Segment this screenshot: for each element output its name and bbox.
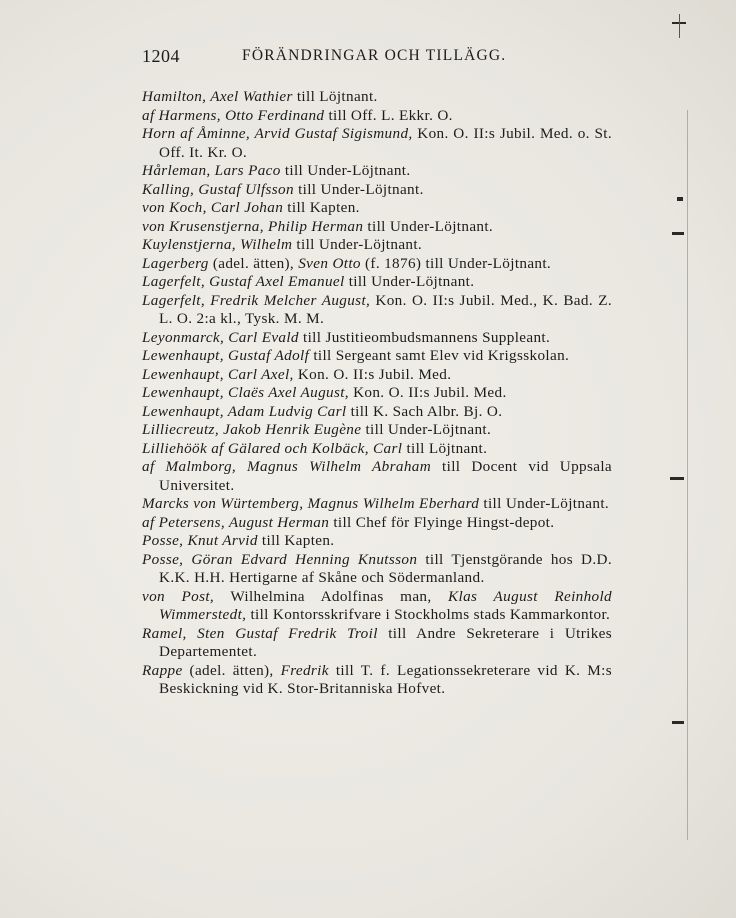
list-item — [142, 88, 612, 107]
entry-name: Horn af Åminne, Arvid Gustaf Sigismund, — [142, 125, 413, 142]
entry-text: Kon. O. II:s Jubil. Med. — [348, 384, 507, 401]
entry-name: von Koch, Carl Johan — [142, 199, 284, 216]
list-item — [142, 236, 612, 255]
entry-name: af Harmens, Otto Ferdinand — [142, 106, 325, 124]
margin-marks — [666, 0, 736, 918]
list-item — [142, 218, 612, 237]
entry-name: Lagerfelt, Fredrik Melcher August, — [142, 291, 371, 309]
entry-name: Lewenhaupt, Gustaf Adolf — [142, 347, 310, 364]
entry-text: Kon. O. II:s Jubil. Med. — [293, 365, 452, 383]
list-item — [142, 125, 612, 162]
list-item — [142, 107, 612, 126]
entry-name: Lilliehöök af Gälared och Kolbäck, Carl — [142, 439, 403, 457]
entry-text: (adel. ätten), — [208, 254, 299, 272]
list-item — [142, 403, 612, 422]
margin-tick — [670, 477, 684, 480]
entry-name: Lewenhaupt, Carl Axel, — [142, 365, 294, 383]
list-item — [142, 458, 612, 495]
margin-tick — [679, 14, 680, 38]
entry-text: till Kapten. — [257, 532, 335, 549]
entry-name: Kuylenstjerna, Wilhelm — [142, 236, 293, 253]
list-item — [142, 255, 612, 274]
list-item — [142, 366, 612, 385]
page-edge — [687, 110, 688, 840]
list-item — [142, 551, 612, 588]
list-item — [142, 662, 612, 699]
entry-text: till Under-Löjtnant. — [361, 421, 492, 438]
entry-name: af Malmborg, Magnus Wilhelm Abraham — [142, 458, 432, 475]
entry-text: till Under-Löjtnant. — [363, 217, 494, 235]
list-item — [142, 588, 612, 625]
entry-name: Hårleman, Lars Paco — [142, 162, 281, 179]
list-item — [142, 347, 612, 366]
entry-text: till Kontorsskrifvare i Stockholms stads Kammarkontor. — [246, 606, 611, 623]
entry-text: till Kapten. — [283, 199, 360, 216]
entry-text: till Under-Löjtnant. — [479, 495, 610, 512]
entry-name: Posse, Knut Arvid — [142, 532, 258, 549]
list-item — [142, 514, 612, 533]
entry-name: Kalling, Gustaf Ulfsson — [142, 180, 294, 198]
list-item — [142, 625, 612, 662]
entry-text: till Under-Löjtnant. — [280, 162, 411, 179]
entry-name: von Krusenstjerna, Philip Herman — [142, 217, 364, 235]
entry-text: (adel. ätten), — [182, 661, 281, 679]
list-item — [142, 440, 612, 459]
entry-name: Posse, Göran Edvard Henning Knutsson — [142, 550, 418, 568]
margin-tick — [672, 721, 684, 724]
list-item — [142, 329, 612, 348]
list-item — [142, 384, 612, 403]
list-item — [142, 421, 612, 440]
running-title: FÖRÄNDRINGAR OCH TILLÄGG. — [242, 47, 507, 64]
list-item — [142, 162, 612, 181]
entry-list — [142, 88, 612, 699]
entry-name: Lagerberg — [142, 254, 209, 272]
entry-name: Marcks von Würtemberg, Magnus Wilhelm Eberhard — [142, 495, 480, 512]
list-item — [142, 199, 612, 218]
entry-text: till K. Sach Albr. Bj. O. — [346, 402, 503, 420]
entry-name: Klas August Reinhold Wimmerstedt, — [159, 587, 612, 623]
list-item — [142, 273, 612, 292]
entry-name: Leyonmarck, Carl Evald — [142, 328, 299, 346]
entry-text: Kon. O. II:s Jubil. Med. o. St. Off. It. Kr. O. — [159, 125, 612, 161]
entry-text: till Löjtnant. — [292, 88, 378, 105]
entry-text: till Andre Sekreterare i Utrikes Departementet. — [159, 624, 612, 660]
entry-text: Kon. O. II:s Jubil. Med., K. Bad. Z. L. O. 2:a kl., Tysk. M. M. — [159, 291, 612, 327]
entry-text: till Tjenstgörande hos D.D. K.K. H.H. Hertigarne af Skåne och Södermanland. — [159, 550, 612, 586]
entry-name: Fredrik — [280, 661, 329, 679]
entry-text: till Chef för Flyinge Hingst-depot. — [329, 513, 555, 531]
entry-name: Lewenhaupt, Adam Ludvig Carl — [142, 402, 347, 420]
entry-name: Rappe — [142, 661, 183, 679]
margin-tick — [677, 197, 683, 201]
entry-name: Lewenhaupt, Claës Axel August, — [142, 384, 349, 401]
entry-text: (f. 1876) till Under-Löjtnant. — [360, 254, 552, 272]
entry-name: Hamilton, Axel Wathier — [142, 88, 293, 105]
entry-text: till T. f. Legationssekreterare vid K. M:s Beskickning vid K. Stor-Britanniska Hofvet. — [159, 661, 612, 697]
list-item — [142, 181, 612, 200]
entry-name: Lagerfelt, Gustaf Axel Emanuel — [142, 273, 345, 290]
margin-tick — [672, 232, 684, 235]
entry-text: till Justitieombudsmannens Suppleant. — [298, 328, 551, 346]
entry-text: till Under-Löjtnant. — [293, 180, 424, 198]
entry-text: till Under-Löjtnant. — [292, 236, 423, 253]
entry-text: Wilhelmina Adolfinas man, — [214, 587, 449, 605]
entry-name: Lilliecreutz, Jakob Henrik Eugène — [142, 421, 362, 438]
list-item — [142, 292, 612, 329]
entry-text: till Sergeant samt Elev vid Krigsskolan. — [309, 347, 570, 364]
entry-text: till Docent vid Uppsala Universitet. — [159, 458, 613, 494]
entry-name: af Petersens, August Herman — [142, 513, 330, 531]
list-item — [142, 495, 612, 514]
list-item — [142, 532, 612, 551]
entry-text: till Off. L. Ekkr. O. — [324, 106, 453, 124]
entry-text: till Löjtnant. — [402, 439, 488, 457]
page-header — [142, 46, 532, 70]
entry-name: von Post, — [142, 587, 215, 605]
entry-name: Sven Otto — [298, 254, 361, 272]
entry-name: Ramel, Sten Gustaf Fredrik Troil — [142, 624, 378, 642]
page-number: 1204 — [142, 46, 180, 66]
entry-text: till Under-Löjtnant. — [344, 273, 475, 290]
